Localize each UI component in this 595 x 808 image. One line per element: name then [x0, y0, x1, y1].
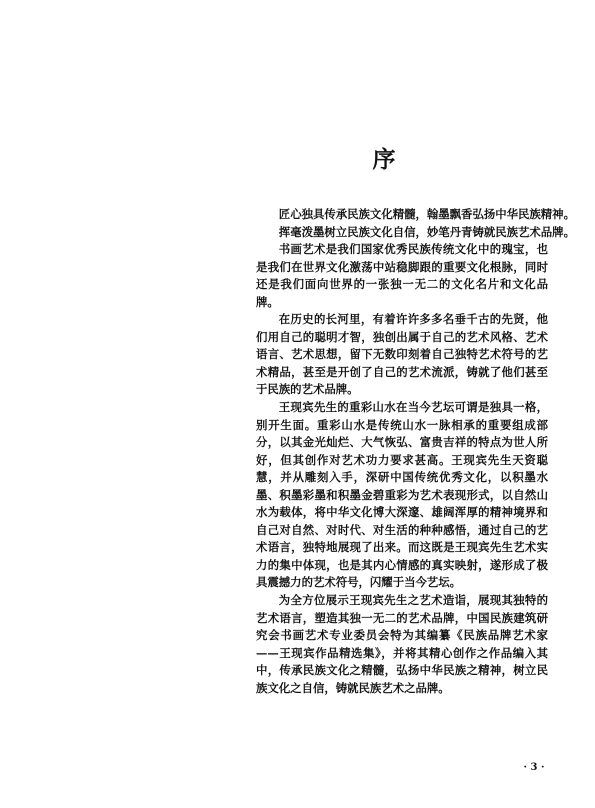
paragraph-3: 王现宾先生的重彩山水在当今艺坛可谓是独具一格，别开生面。重彩山水是传统山水一脉相承的重要组成部分，以其金光灿烂、大气恢弘、富贵吉祥的特点为世人所好，但其创作对艺术功力要求甚高。王现宾先生天资聪慧，并从雕刻入手，深研中国传统优秀文化，以积墨水墨、积墨彩墨和积墨金碧重彩为艺术表现形式，以自然山水为载体，将中华文化博大深邃、雄阔浑厚的精神境界和自己对自然、对时代、对生活的种种感悟，通过自己的艺术语言，独特地展现了出来。而这既是王现宾先生艺术实力的集中体现，也是其内心情感的真实映射，遂形成了极具震撼力的艺术符号，闪耀于当今艺坛。 [256, 400, 548, 590]
paragraph-4: 为全方位展示王现宾先生之艺术造诣，展现其独特的艺术语言，塑造其独一无二的艺术品牌，中国民族建筑研究会书画艺术专业委员会特为其编纂《民族品牌艺术家——王现宾作品精选集》，并将其精心创作之作品编入其中，传承民族文化之精髓，弘扬中华民族之精神，树立民族文化之自信，铸就民族艺术之品牌。 [256, 593, 548, 695]
poem-line-1: 匠心独具传承民族文化精髓，翰墨飘香弘扬中华民族精神。 [278, 207, 575, 221]
paragraph-2: 在历史的长河里，有着许许多多名垂千古的先贤，他们用自己的聪明才智，独创出属于自己的艺术风格、艺术语言、艺术思想，留下无数印刻着自己独特艺术符号的艺术精品，甚至是开创了自己的艺术流派，铸就了他们甚至于民族的艺术品牌。 [256, 312, 548, 397]
page-number: · 3 · [523, 762, 545, 773]
preface-body [256, 206, 575, 697]
paragraph-1: 书画艺术是我们国家优秀民族传统文化中的瑰宝，也是我们在世界文化激荡中站稳脚跟的重要文化根脉，同时还是我们面向世界的一张独一无二的文化名片和文化品牌。 [256, 242, 548, 309]
page-title: 序 [372, 146, 398, 173]
poem-line-2: 挥毫泼墨树立民族文化自信，妙笔丹青铸就民族艺术品牌。 [278, 224, 575, 239]
